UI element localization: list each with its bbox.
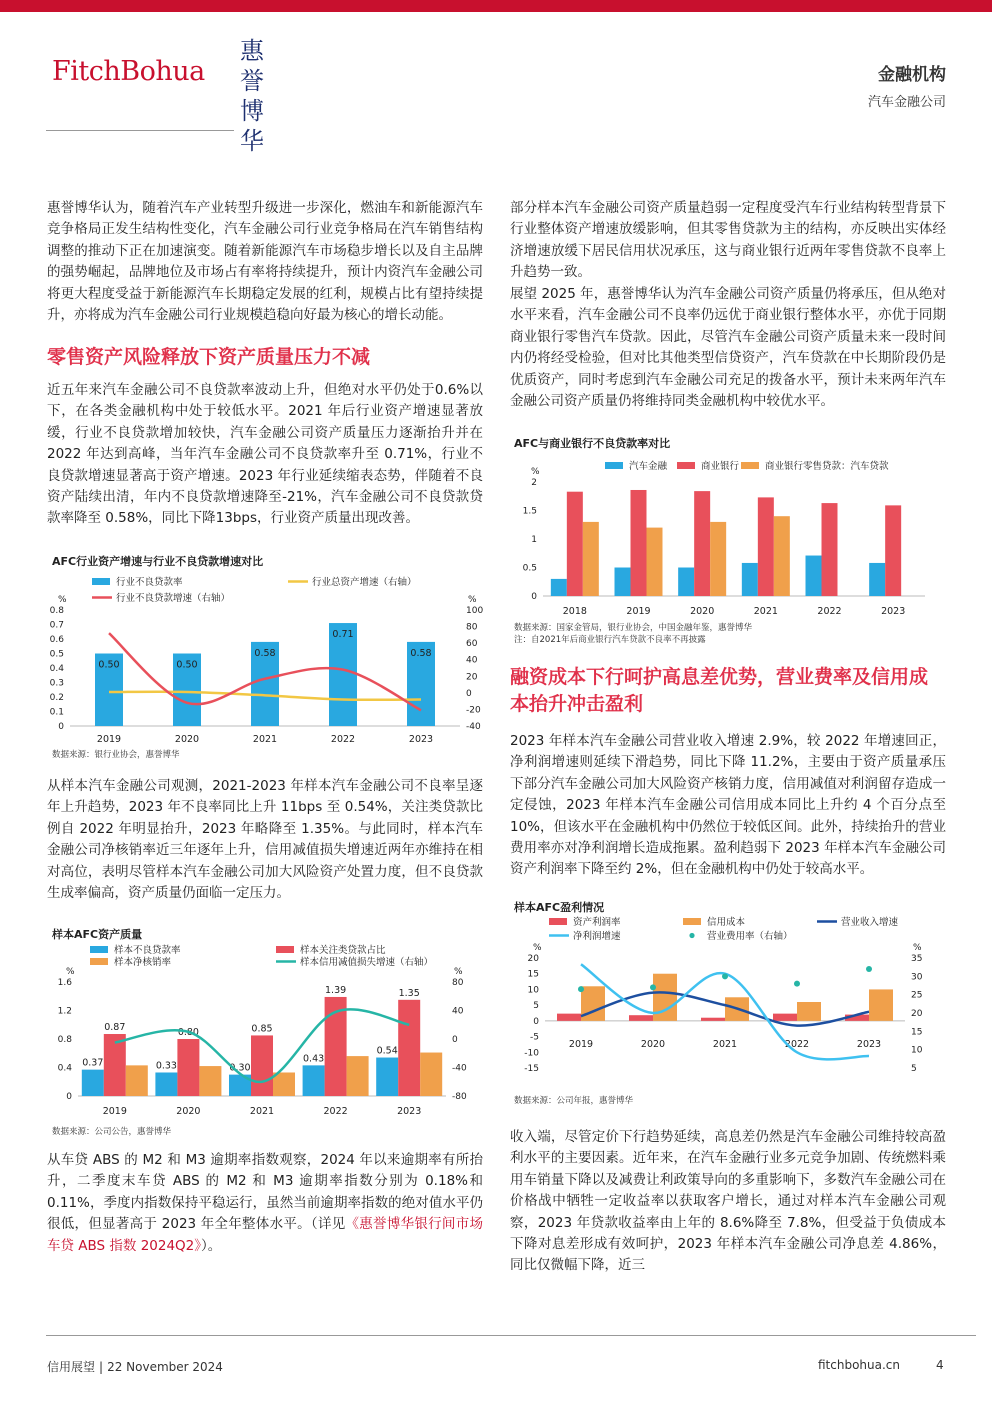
bar	[774, 516, 790, 596]
chart-afc-npl-vs-growth	[40, 572, 490, 747]
data-label: 1.39	[325, 984, 347, 996]
y2-tick-label: 0	[466, 688, 472, 699]
paragraph: 部分样本汽车金融公司资产质量趋弱一定程度受汽车行业结构转型背景下行业整体资产增速放缓影响，但其零售贷款为主的结构，亦反映出实体经济增速放缓下居民信用状况承压，这与商业银行近两年零售贷款不良率上升趋势一致。	[510, 200, 946, 281]
y-tick-label: 0	[531, 592, 537, 602]
chart-source: 数据来源：公司公告，惠誉博华	[52, 1127, 172, 1137]
legend-label: 行业不良贷款率	[116, 577, 183, 588]
right-column-2	[510, 284, 946, 412]
logo-text-en: FitchBohua	[52, 56, 205, 87]
logo-text-cn: 惠誉博华	[240, 37, 264, 155]
x-tick-label: 2019	[626, 606, 651, 617]
bar	[678, 568, 694, 597]
legend-swatch	[677, 462, 695, 469]
y-unit-label: %	[66, 967, 75, 977]
x-tick-label: 2022	[817, 606, 842, 617]
header-sector-block	[868, 60, 946, 110]
bar	[773, 1014, 797, 1021]
chart-sample-profitability	[505, 912, 955, 1096]
y2-unit-label: %	[454, 967, 463, 977]
footer-date: 22 November 2024	[107, 1360, 223, 1374]
legend-label: 行业总资产增速（右轴）	[312, 577, 417, 588]
chart-source-text: 数据来源：国家金管局，银行业协会，中国金融年鉴，惠誉博华	[514, 623, 753, 633]
bar	[694, 491, 710, 596]
data-label: 0.87	[104, 1022, 126, 1034]
legend-label: 资产利润率	[573, 917, 621, 928]
x-tick-label: 2019	[568, 1039, 594, 1050]
legend-label: 营业收入增速	[841, 917, 899, 928]
y2-unit-label: %	[468, 595, 477, 605]
chart-title: 样本AFC资产质量	[52, 928, 143, 941]
y-tick-label: 2	[531, 478, 537, 488]
y-tick-label: 0	[58, 722, 64, 732]
data-label: 0.54	[376, 1045, 398, 1057]
y-tick-label: 0.5	[49, 649, 64, 660]
right-column-3	[510, 731, 946, 881]
bar	[347, 1056, 369, 1096]
y-tick-label: 0.2	[49, 693, 64, 703]
y-tick-label: 0.5	[522, 563, 537, 574]
x-tick-label: 2023	[856, 1039, 882, 1050]
legend-swatch	[741, 462, 759, 469]
footer-left: 信用展望 | 22 November 2024	[47, 1360, 223, 1374]
bar	[177, 1039, 199, 1096]
x-tick-label: 2022	[323, 1106, 348, 1117]
chart-note: 注：自2021年后商业银行汽车贷款不良率不再披露	[514, 635, 706, 645]
data-point	[578, 986, 584, 992]
sector-title: 金融机构	[878, 65, 946, 85]
paragraph: 惠誉博华认为，随着汽车产业转型升级进一步深化，燃油车和新能源汽车竞争格局正发生结构性变化，汽车金融公司行业竞争格局在汽车销售结构调整的推动下正在加速演变。随着新能源汽车市场稳步增长以及自主品牌的强势崛起，品牌地位及市场占有率将持续提升，预计内资汽车金融公司将更大程度受益于新能源汽车长期稳定发展的红利，规模占比有望持续提升，亦将成为汽车金融公司行业规模趋稳向好最为核心的增长动能。	[47, 200, 483, 324]
y-tick-label: 0	[66, 1092, 72, 1102]
bar	[701, 1018, 725, 1021]
bar	[420, 1053, 442, 1096]
bar	[567, 492, 583, 596]
paragraph: 从样本汽车金融公司观测，2021-2023 年样本汽车金融公司不良率呈逐年上升趋势，2023 年不良率同比上升 11bps 至 0.54%，关注类贷款比例自 2022 年明显抬升，2023 年略降至 1.35%。与此同时，样本汽车金融公司净核销率近三年逐年上升，信用减值损失增速近两年亦维持在相对高位，表明尽管样本汽车金融公司加大风险资产处置力度，但不良贷款生成率偏高，资产质量仍面临一定压力。	[47, 778, 483, 902]
header-divider	[46, 130, 234, 131]
legend-label: 样本不良贷款率	[114, 945, 181, 956]
section-heading: 融资成本下行呵护高息差优势，营业费率及信用成本抬升冲击盈利	[510, 666, 929, 715]
y-tick-label: 0.6	[49, 635, 64, 645]
legend-label: 汽车金融	[629, 461, 668, 472]
y2-tick-label: 5	[911, 1064, 917, 1074]
y2-tick-label: -40	[452, 1063, 467, 1074]
legend-swatch	[92, 578, 110, 585]
x-tick-label: 2019	[102, 1106, 127, 1117]
y2-tick-label: -80	[452, 1092, 467, 1102]
y2-tick-label: -20	[466, 705, 481, 716]
chart-title: AFC与商业银行不良贷款率对比	[514, 437, 671, 450]
data-label: 0.43	[303, 1053, 325, 1065]
y-tick-label: -5	[530, 1032, 539, 1043]
chart-afc-vs-bank-npl	[505, 454, 955, 622]
data-point	[650, 984, 656, 990]
y-tick-label: 5	[533, 1001, 539, 1012]
x-tick-label: 2021	[712, 1039, 738, 1050]
x-tick-label: 2020	[690, 606, 715, 617]
y2-tick-label: 25	[911, 990, 923, 1001]
y-tick-label: 0.4	[57, 1063, 72, 1074]
bar	[303, 1065, 325, 1096]
y-tick-label: 0.7	[49, 620, 64, 631]
footer-publication: 信用展望	[47, 1360, 96, 1374]
x-tick-label: 2021	[252, 734, 278, 745]
data-label: 0.80	[177, 1027, 199, 1038]
bar	[126, 1065, 148, 1096]
report-link[interactable]: 《惠誉博华银行间市场车贷 ABS 指数 2024Q2》	[47, 1216, 483, 1254]
legend-label: 商业银行零售贷款：汽车贷款	[765, 461, 889, 472]
paragraph	[47, 1150, 483, 1257]
bar	[199, 1066, 221, 1096]
bar	[758, 497, 774, 596]
y2-tick-label: 0	[452, 1035, 458, 1045]
y-tick-label: 10	[527, 985, 539, 996]
data-label: 0.33	[155, 1060, 177, 1072]
y-tick-label: -10	[524, 1048, 539, 1059]
x-tick-label: 2022	[330, 734, 356, 745]
y-tick-label: 1.6	[57, 978, 72, 988]
y2-tick-label: 30	[911, 972, 923, 983]
y-tick-label: 0	[533, 1016, 539, 1027]
bar	[822, 503, 838, 596]
y-tick-label: 0.4	[49, 664, 64, 674]
y-unit-label: %	[58, 595, 67, 605]
x-tick-label: 2020	[174, 734, 200, 745]
legend-swatch	[549, 918, 567, 925]
y-tick-label: 1.5	[522, 506, 537, 517]
top-accent-bar	[0, 0, 992, 12]
x-tick-label: 2023	[397, 1106, 422, 1117]
legend-label: 样本关注类贷款占比	[300, 945, 386, 956]
bar	[710, 522, 726, 596]
section-heading: 零售资产风险释放下资产质量压力不减	[47, 346, 371, 368]
legend-label: 行业不良贷款增速（右轴）	[116, 593, 231, 604]
y2-tick-label: -40	[466, 722, 481, 732]
chart-source: 数据来源：公司年报，惠誉博华	[514, 1096, 634, 1106]
data-point	[866, 966, 872, 972]
data-label: 0.30	[229, 1062, 251, 1074]
bar	[869, 989, 893, 1020]
y-tick-label: 0.8	[49, 606, 64, 616]
x-tick-label: 2020	[640, 1039, 666, 1050]
bar	[583, 522, 599, 596]
legend-label: 净利润增速	[573, 931, 621, 942]
legend-swatch	[90, 958, 108, 965]
x-tick-label: 2020	[176, 1106, 201, 1117]
legend-label: 营业费用率（右轴）	[707, 931, 793, 942]
footer-site[interactable]: fitchbohua.cn	[818, 1358, 901, 1372]
x-tick-label: 2021	[753, 606, 778, 617]
bar	[647, 528, 663, 596]
bar	[615, 568, 631, 597]
data-label: 0.58	[254, 647, 276, 659]
chart-sample-asset-quality	[40, 940, 490, 1120]
data-label: 0.85	[251, 1023, 273, 1035]
y2-tick-label: 80	[466, 622, 478, 633]
bar	[551, 579, 567, 596]
paragraph-text: 从车贷 ABS 的 M2 和 M3 逾期率指数观察，2024 年以来逾期率有所抬升，二季度末车贷 ABS 的 M2 和 M3 逾期率指数分别为 0.18%和 0.11%，季度内指数保持平稳运行，虽然当前逾期率指数的绝对值水平仍很低，但显著高于 2023 年全年整体水平。（详见	[47, 1152, 483, 1233]
y2-tick-label: 80	[452, 978, 464, 988]
data-label: 0.50	[176, 659, 198, 671]
legend-swatch	[90, 946, 108, 953]
chart-source: 数据来源：银行业协会，惠誉博华	[52, 750, 180, 760]
chart-title: 样本AFC盈利情况	[514, 901, 605, 914]
y2-tick-label: 15	[911, 1027, 923, 1038]
legend-label: 样本信用减值损失增速（右轴）	[300, 957, 434, 968]
legend-swatch	[605, 462, 623, 469]
legend-label: 信用成本	[707, 917, 746, 928]
y2-tick-label: 40	[452, 1006, 464, 1017]
data-label: 0.50	[98, 659, 120, 671]
legend-swatch	[276, 946, 294, 953]
y2-tick-label: 20	[911, 1009, 923, 1019]
subsector-title: 汽车金融公司	[867, 95, 946, 110]
page-number: 4	[936, 1358, 944, 1372]
y2-tick-label: 60	[466, 639, 478, 650]
data-label: 0.37	[82, 1057, 104, 1069]
y-tick-label: 0.8	[57, 1035, 72, 1045]
paragraph: 收入端，尽管定价下行趋势延续，高息差仍然是汽车金融公司维持较高盈利水平的主要因素。近年来，在汽车金融行业多元竞争加剧、传统燃料乘用车销量下降以及减费让利政策导向的多重影响下，多数汽车金融公司在价格战中牺牲一定收益率以获取客户增长，通过对样本汽车金融公司观察，2023 年贷款收益率由上年的 8.6%降至 7.8%，但受益于负债成本下降对息差形成有效呵护，2023 年样本汽车金融公司净息差 4.86%，同比仅微幅下降，近三	[510, 1129, 946, 1274]
x-tick-label: 2023	[408, 734, 434, 745]
data-label: 0.71	[332, 629, 354, 641]
x-tick-label: 2021	[249, 1106, 275, 1117]
x-tick-label: 2019	[96, 734, 122, 745]
left-column	[47, 198, 483, 326]
bar	[82, 1070, 104, 1096]
y-tick-label: 1.2	[57, 1006, 72, 1017]
left-section	[47, 344, 483, 371]
y2-tick-label: 40	[466, 655, 478, 666]
bar	[557, 1014, 581, 1021]
bar	[797, 1002, 821, 1021]
y-unit-label: %	[531, 467, 540, 477]
legend-swatch	[683, 918, 701, 925]
x-tick-label: 2018	[562, 606, 587, 617]
left-column-2	[47, 380, 483, 530]
y-tick-label: 0.1	[49, 707, 64, 718]
data-label: 1.35	[398, 987, 420, 999]
y-tick-label: 0.3	[49, 678, 64, 689]
bar	[104, 1034, 126, 1096]
x-tick-label: 2022	[784, 1039, 810, 1050]
y2-tick-label: 35	[911, 954, 923, 964]
y-unit-label: %	[533, 943, 542, 953]
y-tick-label: -15	[524, 1064, 539, 1074]
x-tick-label: 2023	[881, 606, 906, 617]
footer-divider	[46, 1335, 976, 1336]
bar	[806, 556, 822, 596]
chart-title: AFC行业资产增速与行业不良贷款增速对比	[52, 555, 264, 568]
y-tick-label: 20	[527, 954, 539, 964]
paragraph-text: ）。	[201, 1237, 222, 1254]
y2-tick-label: 20	[466, 672, 478, 683]
paragraph: 近五年来汽车金融公司不良贷款率波动上升，但绝对水平仍处于0.6%以下，在各类金融机构中处于较低水平。2021 年后行业资产增速显著放缓，行业不良贷款增加较快，汽车金融公司资产质量压力逐渐抬升并在 2022 年达到高峰，当年汽车金融公司不良贷款率升至 0.71%，行业不良贷款增速显著高于资产增速。2023 年行业延续缩表态势，伴随着不良资产陆续出清，年内不良贷款增速降至-21%，汽车金融公司不良贷款贷款率降至 0.58%，同比下降13bps，行业资产质量出现改善。	[47, 382, 483, 527]
bar	[376, 1058, 398, 1096]
right-column	[510, 198, 946, 284]
bar	[155, 1072, 177, 1096]
left-column-4	[47, 1150, 483, 1257]
data-point	[794, 981, 800, 987]
y-tick-label: 15	[527, 969, 539, 980]
chart-source	[514, 622, 752, 646]
right-column-4	[510, 1127, 946, 1277]
bar	[631, 490, 647, 596]
legend-swatch	[689, 933, 694, 938]
legend-label: 商业银行	[701, 461, 740, 472]
paragraph: 2023 年样本汽车金融公司营业收入增速 2.9%，较 2022 年增速回正，净利润增速则延续下滑趋势，同比下降 11.2%，主要由于资产质量承压下部分汽车金融公司加大风险资产核销力度，信用减值对利润留存造成一定侵蚀，2023 年样本汽车金融公司信用成本同比上升约 4 个百分点至 10%，但该水平在金融机构中仍然位于较低区间。此外，持续抬升的营业费用率亦对净利润增长造成拖累。盈利趋弱下 2023 年样本汽车金融公司资产利润率下降至约 2%，但在金融机构中仍处于较高水平。	[510, 733, 946, 878]
data-point	[722, 973, 728, 979]
y-tick-label: 1	[531, 535, 537, 545]
bar	[742, 563, 758, 596]
left-column-3	[47, 776, 483, 904]
legend-label: 样本净核销率	[114, 957, 172, 968]
bar	[869, 563, 885, 596]
bar	[398, 1000, 420, 1096]
y2-unit-label: %	[913, 943, 922, 953]
y2-tick-label: 10	[911, 1045, 923, 1056]
right-section	[510, 664, 946, 718]
paragraph: 展望 2025 年，惠誉博华认为汽车金融公司资产质量仍将承压，但从绝对水平来看，汽车金融公司不良率仍远优于商业银行整体水平，亦优于同期商业银行零售汽车贷款。因此，尽管汽车金融公司资产质量未来一段时间内仍将经受检验，但对比其他类型信贷资产，汽车贷款在中长期阶段仍是优质资产，同时考虑到汽车金融公司充足的拨备水平，预计未来两年汽车金融公司资产质量仍将维持同类金融机构中较优水平。	[510, 286, 946, 410]
bar	[251, 1035, 273, 1096]
y2-tick-label: 100	[466, 606, 484, 616]
bar	[629, 1015, 653, 1021]
bar	[885, 505, 901, 596]
data-label: 0.58	[410, 647, 432, 659]
